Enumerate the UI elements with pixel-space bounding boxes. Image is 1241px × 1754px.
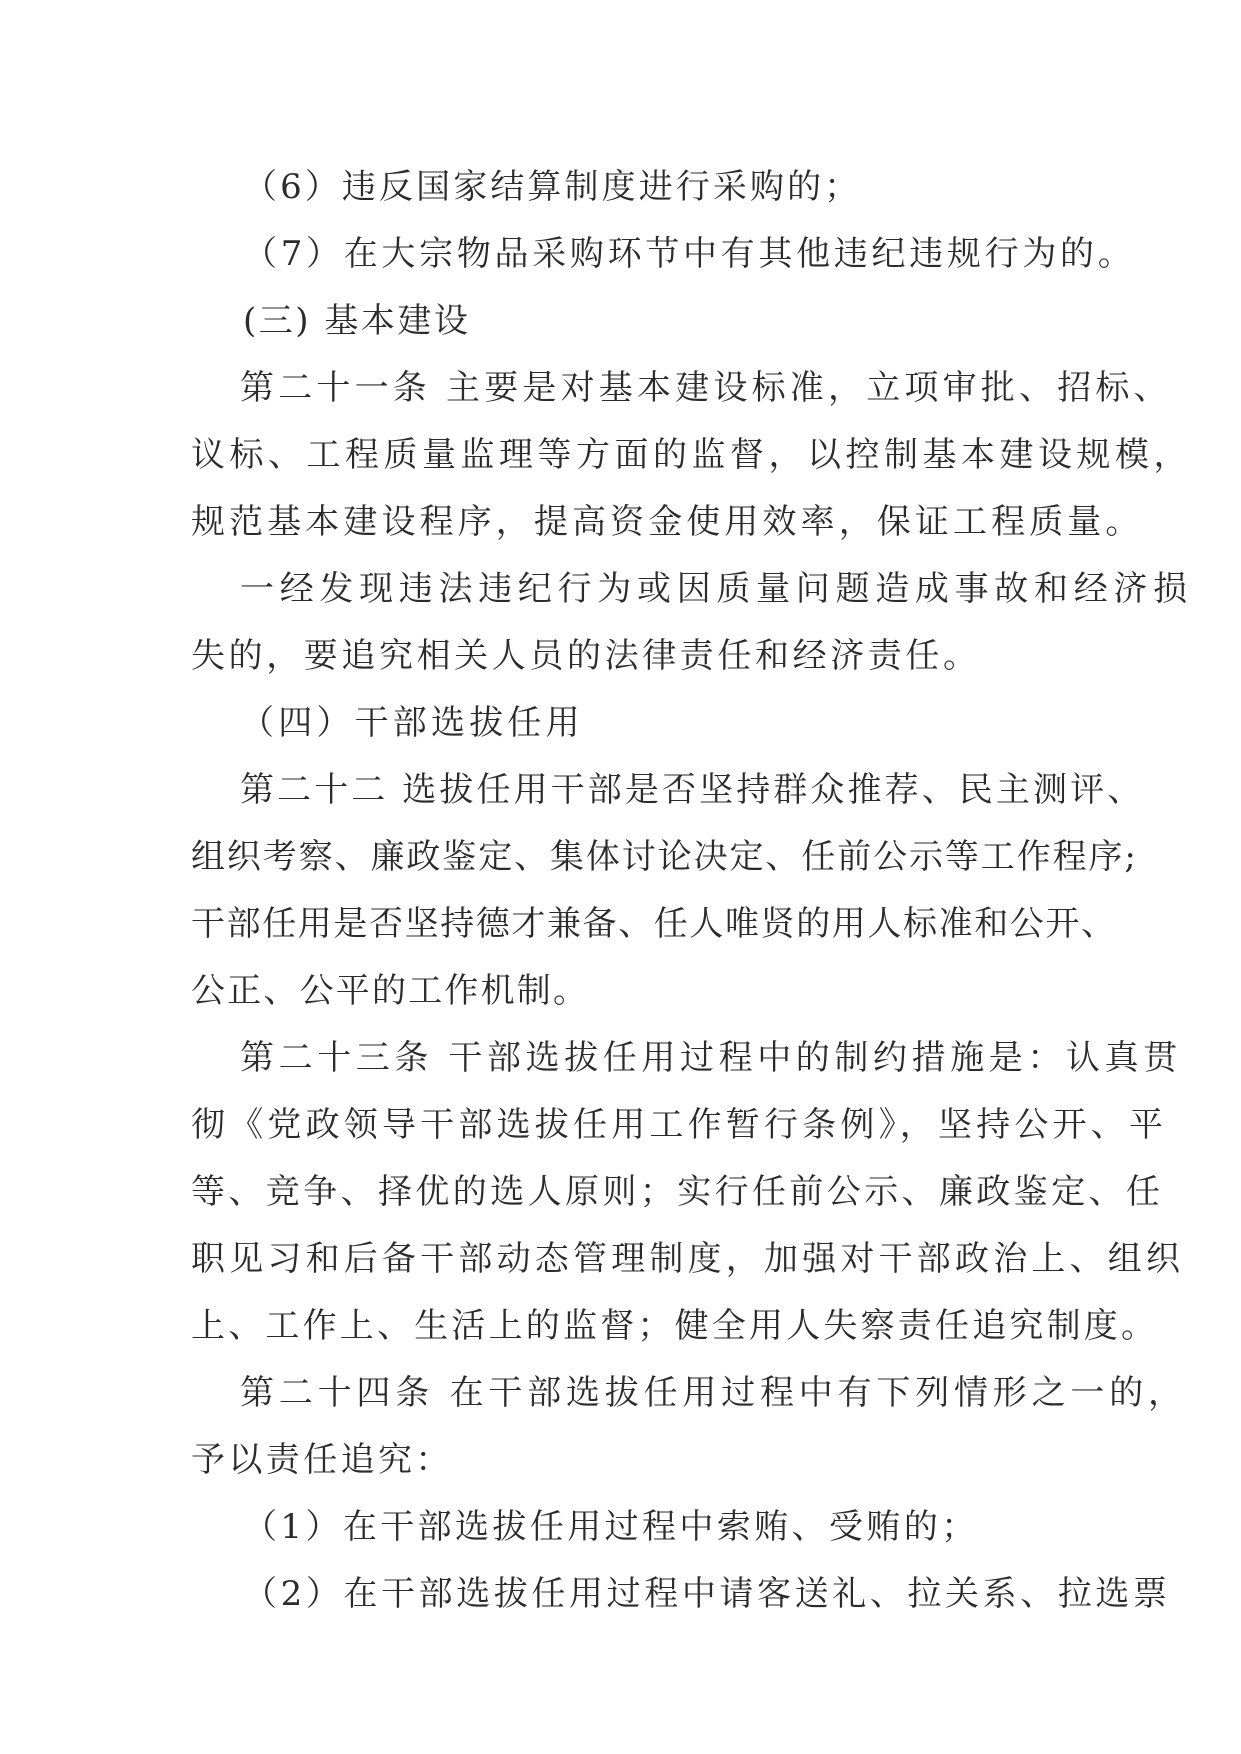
article-23-line-5: 上、工作上、生活上的监督；健全用人失察责任追究制度。 — [191, 1306, 1159, 1346]
item-2-text: （2）在干部选拔任用过程中请客送礼、拉关系、拉选票 — [243, 1574, 1171, 1614]
item-1-text: （1）在干部选拔任用过程中索贿、受贿的； — [243, 1507, 979, 1547]
article-21-line-2: 议标、工程质量监理等方面的监督，以控制基本建设规模， — [191, 435, 1192, 475]
article-24-line-2: 予以责任追究： — [191, 1440, 453, 1480]
article-23-line-4: 职见习和后备干部动态管理制度，加强对干部政治上、组织 — [191, 1239, 1185, 1279]
article-23-line-2: 彻《党政领导干部选拔任用工作暂行条例》，坚持公开、平 — [191, 1105, 1168, 1145]
article-23-line-3: 等、竞争、择优的选人原则；实行任前公示、廉政鉴定、任 — [191, 1172, 1164, 1212]
article-22-line-2: 组织考察、廉政鉴定、集体讨论决定、任前公示等工作程序; — [191, 837, 1138, 877]
item-7-text: （7）在大宗物品采购环节中有其他违纪违规行为的。 — [243, 234, 1136, 274]
item-6-text: （6）违反国家结算制度进行采购的； — [243, 167, 862, 207]
paragraph-violation-line-2: 失的，要追究相关人员的法律责任和经济责任。 — [191, 636, 981, 676]
section-heading-3: (三) 基本建设 — [243, 301, 471, 341]
article-23-line-1: 第二十三条 干部选拔任用过程中的制约措施是：认真贯 — [240, 1038, 1182, 1078]
article-21-line-3: 规范基本建设程序，提高资金使用效率，保证工程质量。 — [191, 502, 1144, 542]
article-24-line-1: 第二十四条 在干部选拔任用过程中有下列情形之一的， — [240, 1373, 1187, 1413]
article-21-line-1: 第二十一条 主要是对基本建设标准，立项审批、招标、 — [240, 368, 1172, 408]
article-22-line-4: 公正、公平的工作机制。 — [191, 971, 590, 1011]
article-22-line-1: 第二十二 选拔任用干部是否坚持群众推荐、民主测评、 — [240, 770, 1145, 810]
article-22-line-3: 干部任用是否坚持德才兼备、任人唯贤的用人标准和公开、 — [191, 904, 1117, 944]
paragraph-violation-line-1: 一经发现违法违纪行为或因质量问题造成事故和经济损 — [240, 569, 1193, 609]
section-heading-4: （四）干部选拔任用 — [240, 703, 584, 743]
